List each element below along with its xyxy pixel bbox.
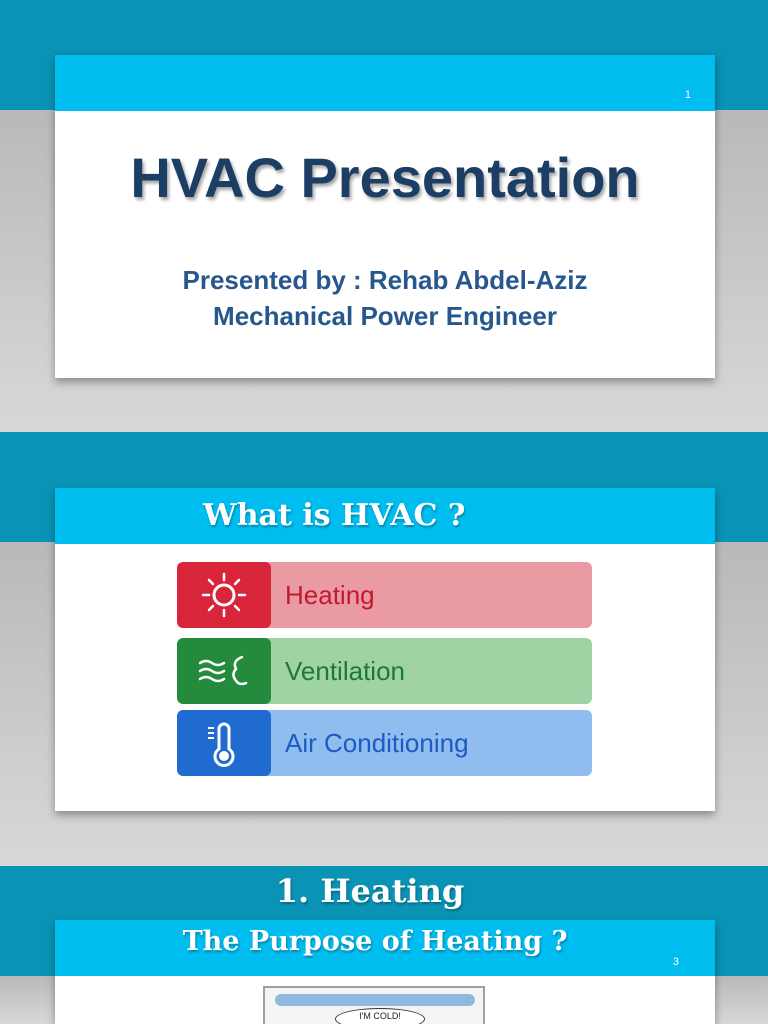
sun-icon xyxy=(177,562,271,628)
wind-icon xyxy=(177,638,271,704)
hvac-item-ventilation xyxy=(177,638,592,704)
slide-heading: What is HVAC ? xyxy=(203,498,466,533)
image-caption: I'M COLD! xyxy=(335,1008,425,1024)
hvac-item-label: Heating xyxy=(285,579,375,610)
hvac-item-air-conditioning xyxy=(177,710,592,776)
presenter-role: Mechanical Power Engineer xyxy=(213,301,557,331)
image-ribbon xyxy=(275,994,475,1006)
hvac-item-label: Ventilation xyxy=(285,655,405,686)
hvac-item-heating xyxy=(177,562,592,628)
slide-number: 1 xyxy=(684,89,691,101)
section-title: 1. Heating xyxy=(275,872,465,910)
slide-heading: The Purpose of Heating ? xyxy=(182,926,568,957)
slide-3[interactable] xyxy=(55,920,715,1024)
presentation-title: HVAC Presentation xyxy=(130,146,640,209)
thermometer-icon xyxy=(177,710,271,776)
slide-2[interactable] xyxy=(55,488,715,811)
slide-1[interactable] xyxy=(55,55,715,378)
presenter-name: Presented by : Rehab Abdel-Aziz xyxy=(182,265,588,295)
slide-image xyxy=(263,986,485,1024)
slide-header-bar xyxy=(55,55,715,111)
hvac-item-label: Air Conditioning xyxy=(285,727,469,758)
slide-number: 3 xyxy=(672,956,679,968)
